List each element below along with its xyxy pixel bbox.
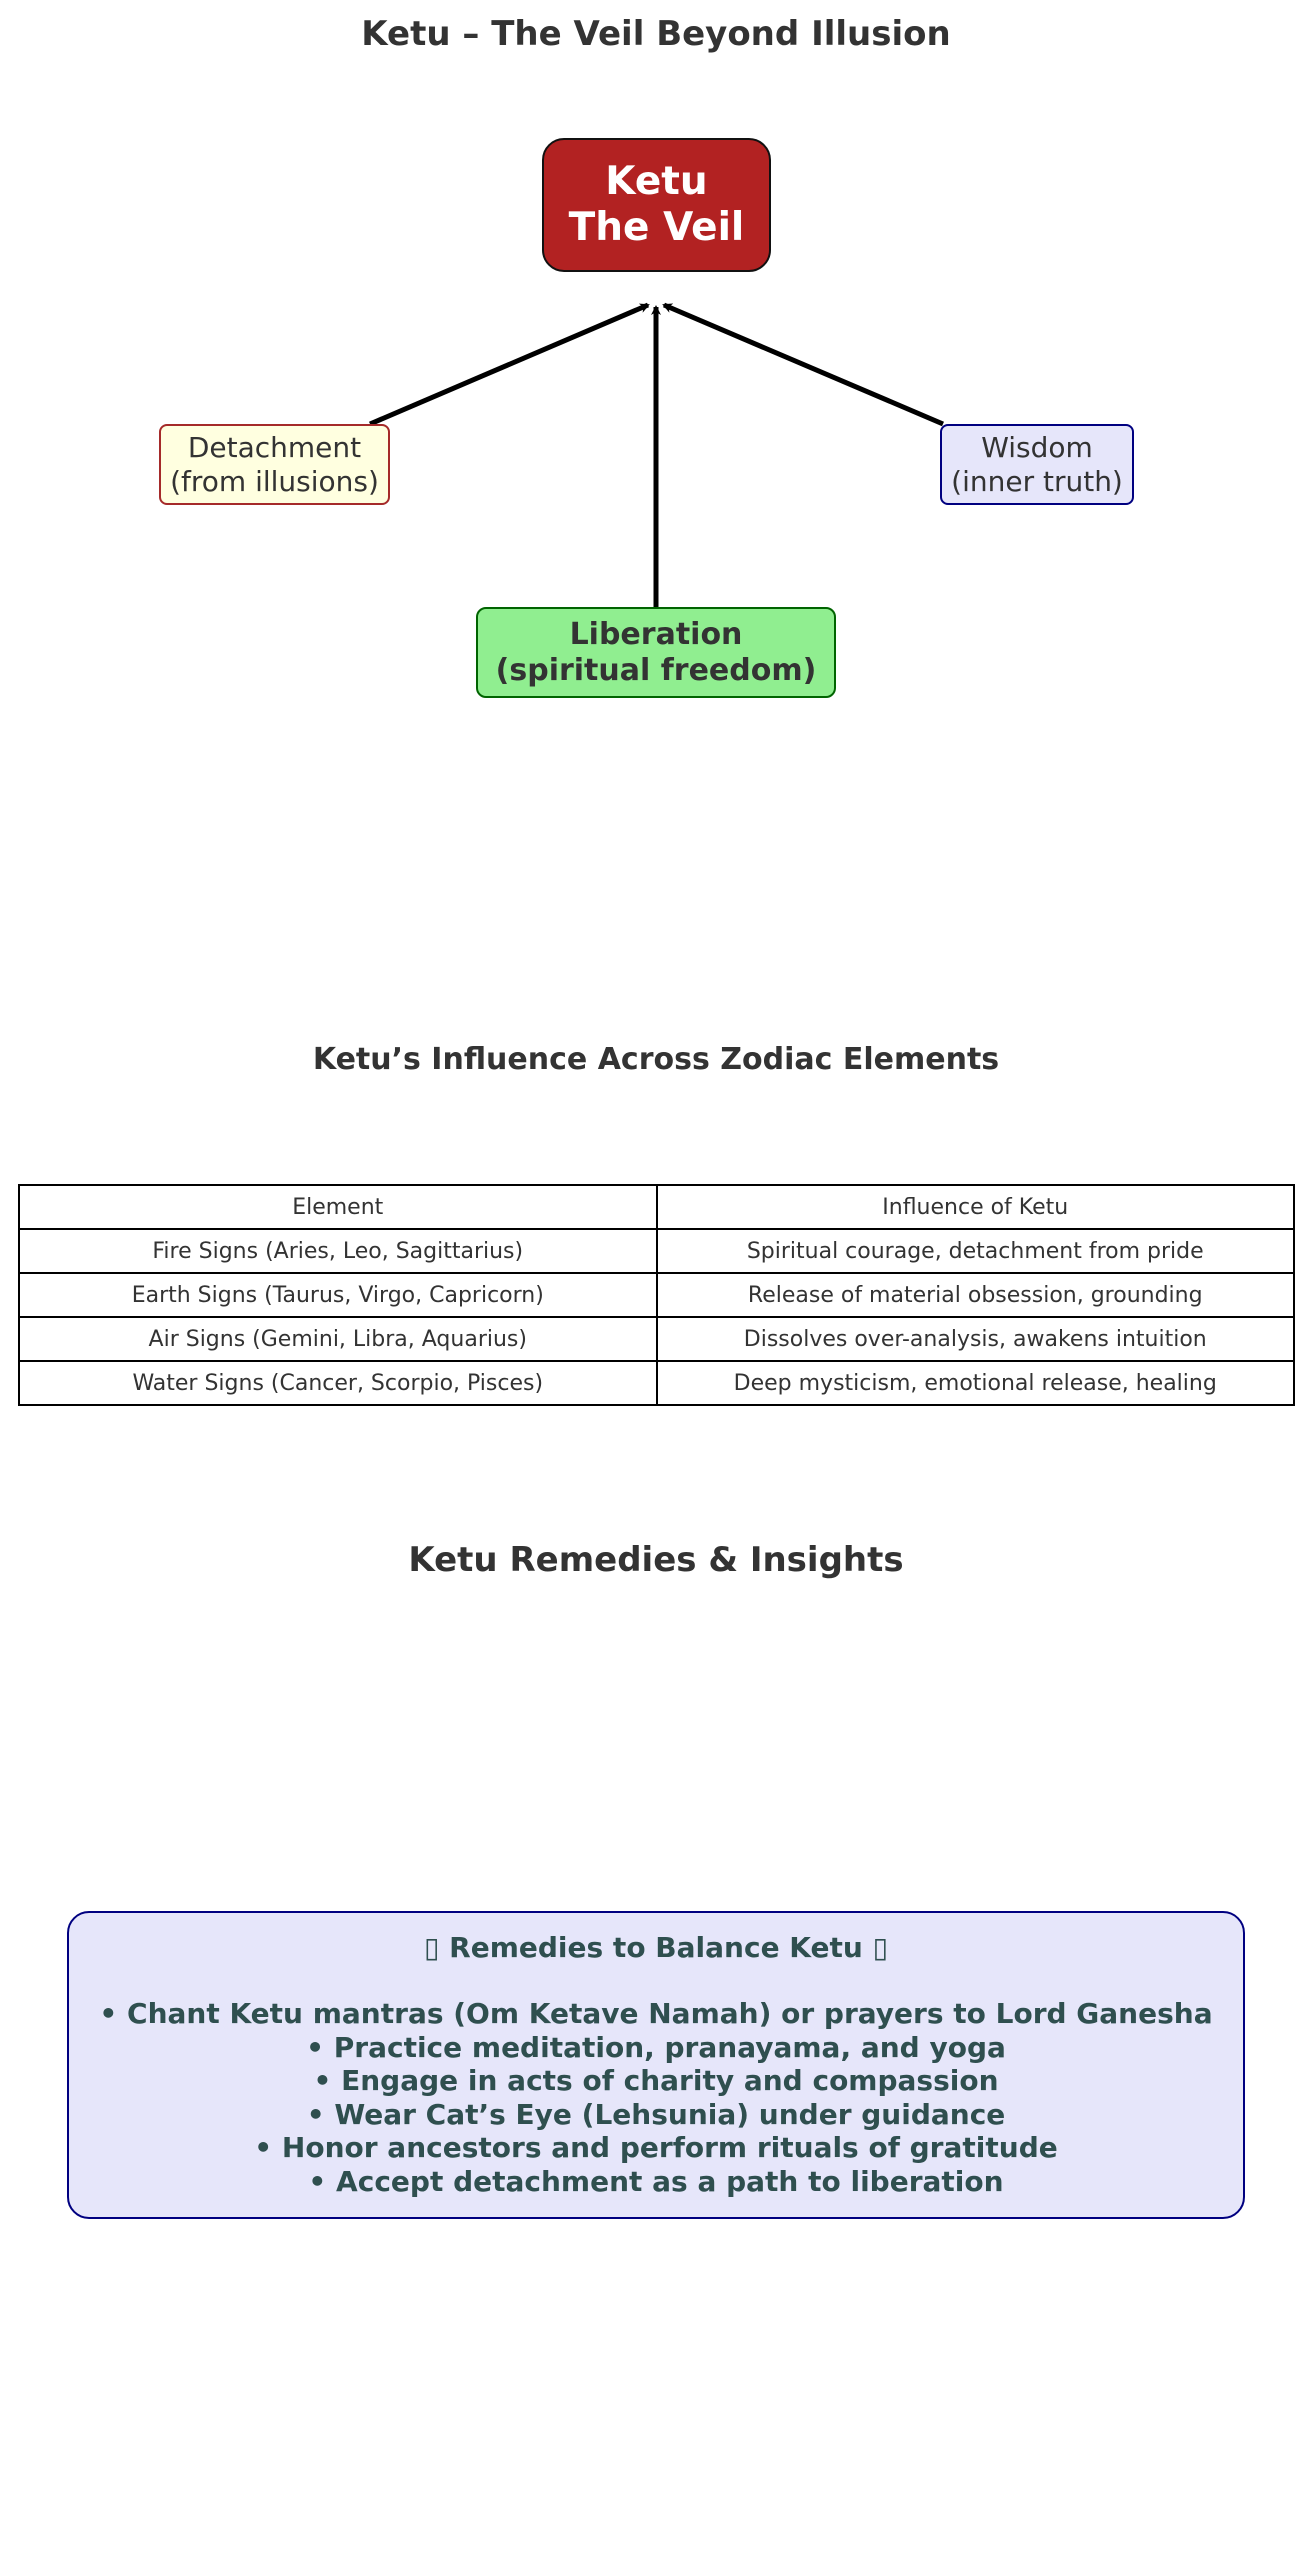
table-cell-element: Earth Signs (Taurus, Virgo, Capricorn) [19,1273,657,1317]
table-cell-element: Water Signs (Cancer, Scorpio, Pisces) [19,1361,657,1405]
table-row [19,1273,1294,1317]
remedies-heading: ▯ Remedies to Balance Ketu ▯ [424,1931,888,1964]
page-title: Ketu – The Veil Beyond Illusion [361,14,951,54]
arrow-detachment-to-ketu [370,305,648,424]
table-header-influence: Influence of Ketu [657,1185,1295,1229]
table-cell-influence: Deep mysticism, emotional release, healing [657,1361,1295,1405]
table-row [19,1229,1294,1273]
remedies-box [67,1911,1245,2219]
wisdom-node-line2: (inner truth) [951,464,1123,498]
list-item: • Accept detachment as a path to liberation [308,2164,1004,2198]
ketu-node [542,138,771,272]
detachment-node-line2: (from illusions) [170,464,379,498]
table-header-row [19,1185,1294,1229]
table-cell-influence: Dissolves over-analysis, awakens intuition [657,1317,1295,1361]
detachment-node [159,424,390,505]
remedies-section-title: Ketu Remedies & Insights [408,1540,904,1580]
wisdom-node [940,424,1134,505]
table-cell-element: Fire Signs (Aries, Leo, Sagittarius) [19,1229,657,1273]
liberation-node-line1: Liberation [569,617,743,653]
remedies-list [69,1997,1243,2198]
arrow-wisdom-to-ketu [664,305,943,424]
influence-table [18,1184,1295,1406]
liberation-node-line2: (spiritual freedom) [495,652,817,688]
ketu-node-line1: Ketu [605,158,708,204]
list-item: • Chant Ketu mantras (Om Ketave Namah) or prayers to Lord Ganesha [99,1997,1213,2030]
table-row [19,1317,1294,1361]
list-item: • Wear Cat’s Eye (Lehsunia) under guidance [306,2097,1006,2131]
table-cell-influence: Release of material obsession, grounding [657,1273,1295,1317]
ketu-node-line2: The Veil [568,205,745,250]
detachment-node-line1: Detachment [187,431,362,465]
table-cell-influence: Spiritual courage, detachment from pride [657,1229,1295,1273]
liberation-node [476,607,836,698]
table-title: Ketu’s Influence Across Zodiac Elements [312,1042,1000,1077]
table-row [19,1361,1294,1405]
table-cell-element: Air Signs (Gemini, Libra, Aquarius) [19,1317,657,1361]
wisdom-node-line1: Wisdom [981,431,1093,465]
list-item: • Engage in acts of charity and compassion [313,2064,999,2097]
table-header-element: Element [19,1185,657,1229]
list-item: • Practice meditation, pranayama, and yoga [306,2030,1006,2064]
list-item: • Honor ancestors and perform rituals of gratitude [254,2131,1058,2164]
